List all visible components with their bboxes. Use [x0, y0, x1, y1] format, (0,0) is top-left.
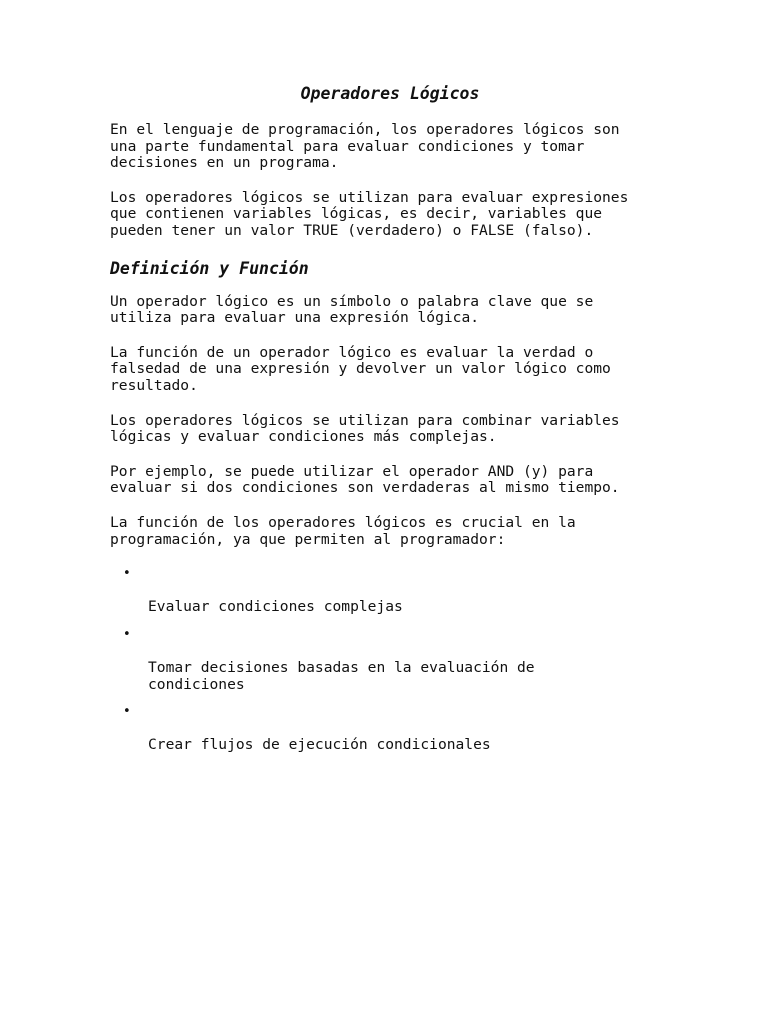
- bullet-icon: •: [123, 704, 131, 720]
- bullet-list: [110, 566, 670, 754]
- document-page: [110, 82, 670, 765]
- intro-paragraph: Los operadores lógicos se utilizan para evaluar expresiones que contienen variables lógicas, es decir, variables que pueden tener un valor TRUE (verdadero) o FALSE (falso).: [110, 188, 629, 239]
- intro-paragraph: En el lenguaje de programación, los operadores lógicos son una parte fundamental para evaluar condiciones y tomar decisiones en un programa.: [110, 121, 620, 172]
- list-item: [110, 627, 670, 693]
- page-title: Operadores Lógicos: [300, 84, 480, 103]
- section-heading: Definición y Función: [110, 258, 309, 278]
- section-paragraph: La función de un operador lógico es evaluar la verdad o falsedad de una expresión y devolver un valor lógico como resultado.: [110, 343, 611, 394]
- section-paragraph: Los operadores lógicos se utilizan para combinar variables lógicas y evaluar condiciones más complejas.: [110, 411, 620, 446]
- list-item-text: Crear flujos de ejecución condicionales: [148, 736, 491, 754]
- list-item-text: Evaluar condiciones complejas: [148, 598, 403, 616]
- bullet-icon: •: [123, 626, 131, 642]
- list-item-text: Tomar decisiones basadas en la evaluación de condiciones: [148, 659, 535, 693]
- section-paragraph: Por ejemplo, se puede utilizar el operador AND (y) para evaluar si dos condiciones son verdaderas al mismo tiempo.: [110, 462, 620, 497]
- bullet-icon: •: [123, 566, 131, 582]
- section-paragraph: La función de los operadores lógicos es crucial en la programación, ya que permiten al programador:: [110, 513, 576, 548]
- section-paragraph: Un operador lógico es un símbolo o palabra clave que se utiliza para evaluar una expresión lógica.: [110, 292, 594, 327]
- list-item: [110, 566, 670, 616]
- list-item: [110, 704, 670, 754]
